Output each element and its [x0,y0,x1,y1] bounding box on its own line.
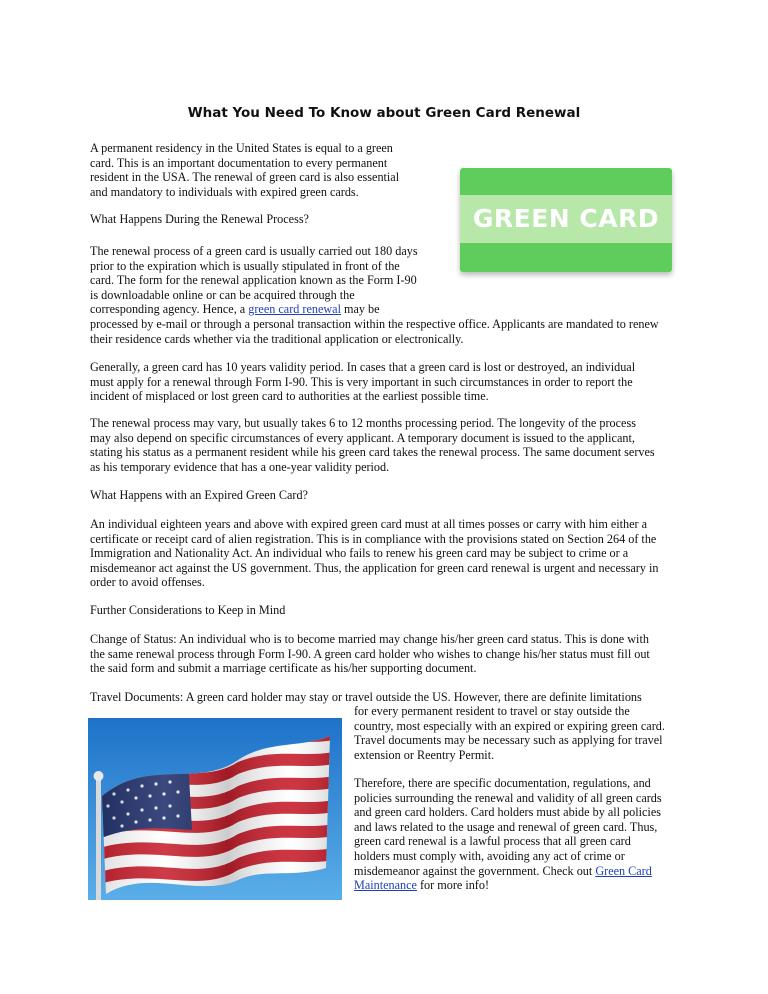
text-line: card. The form for the renewal application known as the Form I-90 [90,273,417,288]
text-line: their residence cards whether via the traditional application or electronically. [90,331,464,346]
closing-paragraph [354,776,684,893]
text-line: must apply for a renewal through Form I-90. This is very important in such circumstances in order to report the [90,374,633,389]
green-card-text: GREEN CARD [472,204,660,233]
text-line: extension or Reentry Permit. [354,747,495,762]
text-line-with-link [90,302,682,317]
text-line: Generally, a green card has 10 years validity period. In cases that a green card is lost or destroyed, an individual [90,360,636,374]
text-line: incident of misplaced or lost green card to authorities at the earliest possible time. [90,389,489,404]
section-heading-expired: What Happens with an Expired Green Card? [90,488,308,502]
green-card-maintenance-link-part1[interactable]: Green Card [595,863,652,878]
section-heading-considerations: Further Considerations to Keep in Mind [90,603,286,617]
text-line: green card renewal is a lawful process that all green card [354,834,631,849]
page-title: What You Need To Know about Green Card Renewal [187,105,581,121]
text-line: Immigration and Nationality Act. An individual who fails to renew his green card may be subject to crime or a [90,546,629,561]
validity-paragraph [90,360,682,404]
text-line: processed by e-mail or through a personal transaction within the respective office. Applicants are mandated to renew [90,316,659,331]
text-line: order to avoid offenses. [90,575,205,590]
text-segment: misdemeanor against the government. Check out [354,863,596,878]
text-line: for every permanent resident to travel or stay outside the [354,704,630,718]
text-line: the same renewal process through Form I-90. A green card holder who wishes to change his/her status must fill out [90,646,650,661]
expired-paragraph [90,517,682,590]
text-line: The renewal process of a green card is usually carried out 180 days [90,244,418,258]
flag-pole-finial [94,771,104,781]
section-heading-renewal-process: What Happens During the Renewal Process? [90,212,309,226]
text-line: A permanent residency in the United States is equal to a green [90,141,393,155]
text-line: may also depend on specific circumstances of every applicant. A temporary document is issued to the applicant, [90,430,635,445]
intro-paragraph [90,141,435,199]
text-line: is downloadable online or can be acquired through the [90,287,355,302]
text-segment: corresponding agency. Hence, a [90,302,249,317]
change-of-status-paragraph [90,632,682,676]
text-line: country, most especially with an expired or expiring green card. [354,718,665,733]
text-line: Travel documents may be necessary such as applying for travel [354,733,663,748]
text-line: stating his status as a permanent resident while his green card takes the renewal process. The same document serves [90,445,655,460]
text-line: card. This is an important documentation to every permanent [90,155,388,170]
flag-pole [96,778,101,900]
renewal-paragraph [90,244,682,346]
text-line: Therefore, there are specific documentation, regulations, and [354,776,651,790]
text-line: as his temporary evidence that has a one-year validity period. [90,459,390,474]
text-line: and green card holders. Card holders must abide by all policies [354,805,661,820]
text-segment: for more info! [416,878,490,893]
text-line: prior to the expiration which is usually stipulated in front of the [90,258,400,273]
text-segment: may be [340,302,380,317]
text-line: An individual eighteen years and above with expired green card must at all times posses or carry with him either a [90,517,648,531]
text-line: and laws related to the usage and renewal of green card. Thus, [354,819,658,834]
text-line: the said form and submit a marriage certificate as his/her supporting document. [90,661,477,676]
processing-paragraph [90,416,682,474]
travel-documents-continued [354,704,684,762]
green-card-maintenance-link-part2[interactable]: Maintenance [354,878,417,893]
flag-illustration [88,718,342,900]
text-line-with-link [354,878,684,893]
text-line-with-link [354,864,684,879]
american-flag-image [88,718,342,900]
travel-documents-first-line: Travel Documents: A green card holder may stay or travel outside the US. However, there are definite limitations [90,690,642,704]
text-line: misdemeanor act against the US government. Thus, the application for green card renewal is urgent and necessary in [90,560,659,575]
text-line: and mandatory to individuals with expired green cards. [90,184,359,199]
text-line: The renewal process may vary, but usually takes 6 to 12 months processing period. The longevity of the process [90,416,636,430]
green-card-renewal-link[interactable]: green card renewal [248,302,341,317]
text-line: policies surrounding the renewal and validity of all green cards [354,790,662,805]
text-line: resident in the USA. The renewal of green card is also essential [90,170,400,185]
text-line: holders must comply with, avoiding any act of crime or [354,848,625,863]
text-line: certificate or receipt card of alien registration. This is in compliance with the provisions stated on Section 264 of the [90,531,657,546]
text-line: Change of Status: An individual who is to become married may change his/her green card status. This is done with [90,632,649,646]
